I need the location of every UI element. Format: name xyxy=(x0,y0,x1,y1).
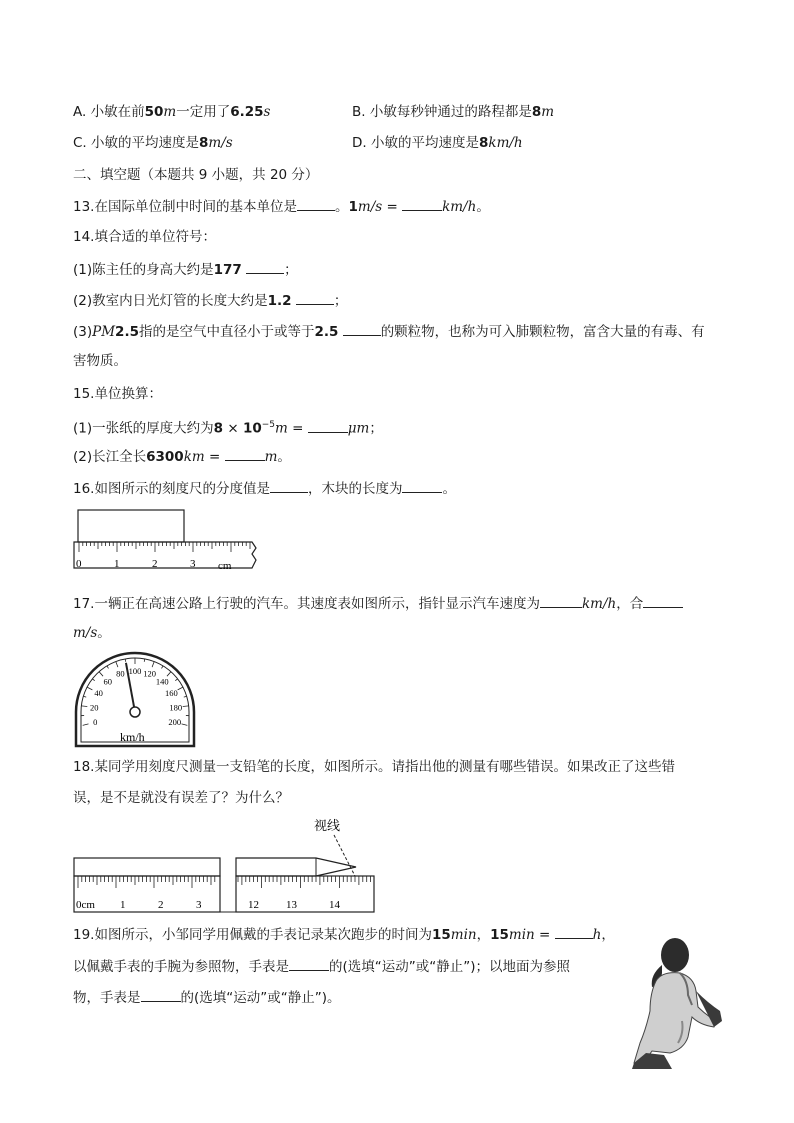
question-19-line-1: 19.如图所示，小邹同学用佩戴的手表记录某次跑步的时间为15min，15min = h， xyxy=(73,924,615,945)
speedometer-figure xyxy=(72,650,198,750)
speedometer-tick xyxy=(152,662,154,668)
question-17: 17.一辆正在高速公路上行驶的汽车。其速度表如图所示，指针显示汽车速度为 km/h，合 xyxy=(73,593,683,614)
ruler-tick-label: 13 xyxy=(286,899,297,911)
speedometer-tick xyxy=(87,687,92,690)
ruler-tick-label: 2 xyxy=(158,899,164,911)
pencil-left xyxy=(74,858,220,876)
question-13: 13.在国际单位制中时间的基本单位是 。1m/s = km/h。 xyxy=(73,196,490,217)
speedometer-label: 160 xyxy=(165,688,178,699)
speedometer-tick xyxy=(182,724,188,725)
ruler-tick-label: 3 xyxy=(190,558,196,570)
speedometer-tick xyxy=(183,706,189,707)
speedometer-label: 20 xyxy=(90,702,99,713)
speedometer-tick xyxy=(125,659,126,662)
speedometer-unit: km/h xyxy=(120,730,145,744)
speedometer-tick xyxy=(175,679,177,681)
runner-photo xyxy=(632,925,728,1069)
question-15-item-2: (2)长江全长6300km = m。 xyxy=(73,446,291,467)
sight-line-label: 视线 xyxy=(314,818,341,833)
ruler-tick-label: 0 xyxy=(76,558,82,570)
section-title: 二、填空题（本题共 9 小题，共 20 分） xyxy=(73,167,319,183)
ruler-unit-label: cm xyxy=(218,560,232,572)
speedometer-tick xyxy=(92,679,94,681)
question-15-title: 15.单位换算： xyxy=(73,386,162,402)
ruler-tick-label: 12 xyxy=(248,899,259,911)
question-14-item-3-cont: 害物质。 xyxy=(73,353,127,369)
question-19-line-2: 以佩戴手表的手腕为参照物，手表是 的(选填“运动”或“静止”)；以地面为参照 xyxy=(73,956,570,977)
speedometer-label: 0 xyxy=(93,717,98,728)
ruler-tick-label: 14 xyxy=(329,899,340,911)
option-b: B. 小敏每秒钟通过的路程都是8m xyxy=(352,104,555,120)
ruler-ticks xyxy=(79,542,250,552)
ruler-tick-label: 1 xyxy=(120,899,126,911)
question-15-item-1: (1)一张纸的厚度大约为$8 \times 10^{-5}m = \mu m$； xyxy=(73,415,383,439)
speedometer-tick xyxy=(81,706,87,707)
question-14-item-3: (3)PM2.5指的是空气中直径小于或等于2.5 的颗粒物，也称为可入肺颗粒物，富含大量的有毒、有 xyxy=(73,321,705,342)
speedometer-label: 40 xyxy=(94,688,103,699)
ruler-figure-18 xyxy=(72,812,382,917)
ruler-tick-label: 0cm xyxy=(76,899,95,911)
option-d: D. 小敏的平均速度是8km/h xyxy=(352,135,523,151)
speedometer-label: 140 xyxy=(155,676,169,687)
ruler-tick-label: 1 xyxy=(114,558,120,570)
speedometer-tick xyxy=(116,662,118,668)
speedometer-tick xyxy=(83,696,86,697)
pencil-right xyxy=(236,858,356,876)
speedometer-label: 180 xyxy=(169,702,183,713)
speedometer-label: 60 xyxy=(103,676,112,687)
question-14-item-1: (1)陈主任的身高大约是177 ； xyxy=(73,259,298,280)
speedometer-tick xyxy=(178,687,183,690)
speedometer-tick xyxy=(144,659,145,662)
ruler-18-ticks xyxy=(78,876,371,888)
speedometer-label: 100 xyxy=(128,666,142,676)
question-18-line-2: 误，是不是就没有误差了？为什么？ xyxy=(73,790,289,806)
question-18-line-1: 18.某同学用刻度尺测量一支铅笔的长度，如图所示。请指出他的测量有哪些错误。如果改正了这些错 xyxy=(73,759,675,775)
speedometer-tick xyxy=(83,724,89,725)
option-a: A. 小敏在前50m一定用了6.25s xyxy=(73,104,271,120)
speedometer-tick xyxy=(161,666,163,669)
speedometer-label: 120 xyxy=(143,668,156,679)
speedometer-label: 200 xyxy=(168,717,182,728)
ruler-figure-16 xyxy=(70,506,260,576)
ruler-tick-label: 3 xyxy=(196,899,202,911)
question-19-line-3: 物，手表是 的(选填“运动”或“静止”)。 xyxy=(73,987,341,1008)
speedometer-label: 80 xyxy=(116,668,125,679)
question-17-cont: m/s。 xyxy=(73,625,111,641)
speedometer-tick xyxy=(99,672,103,676)
question-14-item-2: (2)教室内日光灯管的长度大约是1.2 ； xyxy=(73,290,347,311)
question-16: 16.如图所示的刻度尺的分度值是 ，木块的长度为 。 xyxy=(73,478,456,499)
speedometer-tick xyxy=(107,666,109,669)
question-14-title: 14.填合适的单位符号： xyxy=(73,229,216,245)
ruler-tick-label: 2 xyxy=(152,558,158,570)
speedometer-tick xyxy=(184,696,187,697)
wood-block xyxy=(78,510,184,542)
needle-hub xyxy=(130,707,140,717)
option-c: C. 小敏的平均速度是8m/s xyxy=(73,135,233,151)
